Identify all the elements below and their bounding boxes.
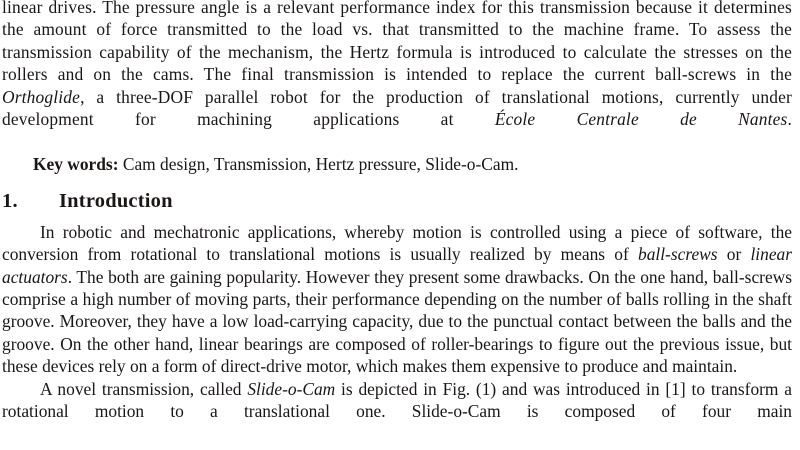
text-column	[2, 0, 792, 445]
abstract-paragraph	[2, 0, 792, 153]
para1-italic-ball-screws: ball-screws	[638, 244, 718, 265]
abstract-italic-orthoglide: Orthoglide	[2, 86, 81, 107]
para2-text-1: A novel transmission, called	[40, 378, 248, 399]
keywords-value: Cam design, Transmission, Hertz pressure, Slide-o-Cam.	[118, 154, 519, 175]
para2-italic-slide-o-cam: Slide-o-Cam	[247, 378, 336, 399]
keywords-line	[2, 153, 792, 175]
para1-text-3: . The both are gaining popularity. However they present some drawbacks. On the one hand, ball-screws comprise a high number of moving parts, their performance depending on the number of balls rolling in the shaft groove. Moreover, they have a low load-carrying capacity, due to the punctual contact between the balls and the groove. On the other hand, linear bearings are composed of roller-bearings to figure out the previous issue, but these devices rely on a form of direct-drive motor, which makes them expensive to produce and maintain.	[2, 266, 792, 377]
section-heading	[2, 190, 792, 212]
abstract-text-3: .	[787, 109, 793, 130]
spacer-after-heading	[2, 212, 792, 221]
abstract-italic-institution: École Centrale de Nantes	[494, 109, 788, 130]
abstract-text-1: determines the amount of force transmitted to the load vs. that transmitted to the machine frame. To assess the transmission capability of the mechanism, the Hertz formula is introduced to calculate the stresses on the rollers and on the cams. The final transmission is intended to replace the current ball-screws in the	[2, 0, 792, 85]
abstract-text-2: , a three-DOF parallel robot for the production of translational motions, currently under development for machining applications at	[2, 86, 792, 130]
intro-paragraph-1	[2, 221, 792, 378]
spacer-after-keywords	[2, 176, 792, 190]
intro-paragraph-2	[2, 378, 792, 445]
abstract-clipped-line: linear drives. The pressure angle is a relevant performance index for this transmission because it	[2, 0, 709, 17]
section-number: 1.	[2, 189, 18, 212]
keywords-label: Key words:	[33, 154, 119, 175]
para1-text-2: or	[717, 244, 751, 265]
para1-italic-linear-actuators: linear actuators	[2, 244, 793, 287]
section-title: Introduction	[59, 189, 173, 212]
para2-text-2: is depicted in Fig. (1) and was introduced in [1] to transform a rotational motion to a translational one. Slide-o-Cam is composed of four main	[2, 378, 792, 422]
para1-text-1: In robotic and mechatronic applications, whereby motion is controlled using a piece of software, the conversion from rotational to translational motions is usually realized by means of	[2, 221, 792, 265]
